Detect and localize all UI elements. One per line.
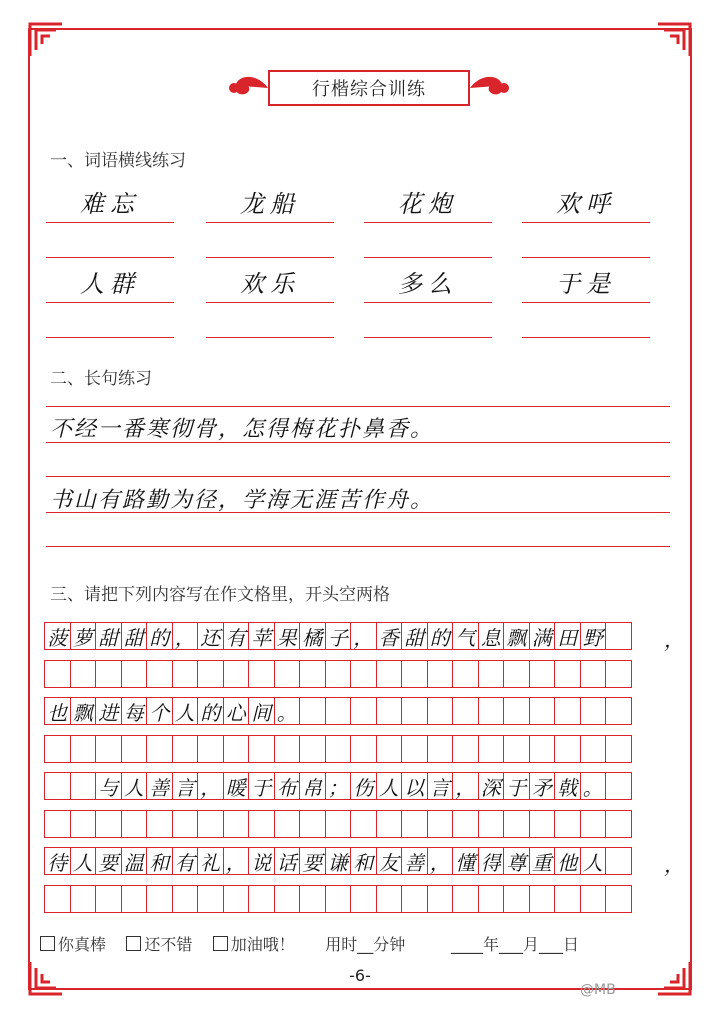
grid-cell[interactable]: [478, 697, 505, 725]
grid-cell[interactable]: [274, 810, 301, 838]
grid-cell[interactable]: 人: [70, 847, 97, 875]
grid-cell[interactable]: [427, 735, 454, 763]
grid-cell[interactable]: [121, 885, 148, 913]
grid-cell[interactable]: [325, 810, 352, 838]
ruled-line: [46, 546, 670, 547]
word-practice-cell: [206, 184, 334, 258]
grid-cell[interactable]: ，: [350, 622, 377, 650]
grid-cell[interactable]: [478, 810, 505, 838]
cloud-ornament-icon: [468, 72, 510, 104]
word-practice-cell: [522, 264, 650, 338]
grid-cell[interactable]: [223, 660, 250, 688]
word-practice-cell: [522, 184, 650, 258]
grid-row: [44, 810, 632, 838]
grid-cell[interactable]: [580, 735, 607, 763]
grid-cell[interactable]: ，: [172, 622, 199, 650]
grid-cell[interactable]: [95, 810, 122, 838]
grid-cell[interactable]: 以: [401, 772, 428, 800]
grid-cell[interactable]: [70, 735, 97, 763]
grid-cell[interactable]: [478, 735, 505, 763]
grid-cell[interactable]: [452, 885, 479, 913]
grid-cell[interactable]: [452, 660, 479, 688]
grid-cell[interactable]: [299, 697, 326, 725]
grid-cell[interactable]: [223, 735, 250, 763]
grid-cell[interactable]: [350, 697, 377, 725]
grid-cell[interactable]: [376, 660, 403, 688]
grid-cell[interactable]: 人: [580, 847, 607, 875]
grid-overflow-punct: ，: [664, 853, 684, 877]
word-practice-cell: [46, 184, 174, 258]
grid-cell[interactable]: [197, 660, 224, 688]
grid-cell[interactable]: 甜: [401, 622, 428, 650]
grid-cell[interactable]: [605, 622, 632, 650]
grid-cell[interactable]: [44, 660, 71, 688]
grid-cell[interactable]: 人: [172, 697, 199, 725]
word-text: 花炮: [364, 184, 492, 223]
grid-cell[interactable]: [478, 885, 505, 913]
grid-cell[interactable]: 香: [376, 622, 403, 650]
corner-ornament-icon: [656, 22, 692, 58]
grid-cell[interactable]: 戟: [554, 772, 581, 800]
grid-cell[interactable]: [350, 885, 377, 913]
grid-cell[interactable]: [172, 810, 199, 838]
grid-cell[interactable]: 帛: [299, 772, 326, 800]
grid-cell[interactable]: 尊: [503, 847, 530, 875]
grid-cell[interactable]: 言: [172, 772, 199, 800]
grid-cell[interactable]: [376, 885, 403, 913]
grid-cell[interactable]: 善: [401, 847, 428, 875]
word-practice-cell: [46, 264, 174, 338]
grid-cell[interactable]: [580, 660, 607, 688]
grid-cell[interactable]: [452, 810, 479, 838]
grid-cell[interactable]: 他: [554, 847, 581, 875]
grid-cell[interactable]: [580, 810, 607, 838]
grid-cell[interactable]: 的: [146, 622, 173, 650]
section1-heading: 一、词语横线练习: [50, 151, 186, 171]
grid-cell[interactable]: [401, 885, 428, 913]
grid-cell[interactable]: 有: [172, 847, 199, 875]
word-practice-cell: [364, 264, 492, 338]
grid-row: [44, 697, 632, 725]
grid-cell[interactable]: [299, 660, 326, 688]
grid-cell[interactable]: ，: [223, 847, 250, 875]
grid-cell[interactable]: 。: [580, 772, 607, 800]
grid-cell[interactable]: [503, 697, 530, 725]
grid-cell[interactable]: 。: [274, 697, 301, 725]
grid-cell[interactable]: [299, 885, 326, 913]
word-text: 欢呼: [522, 184, 650, 223]
checkbox-icon[interactable]: [40, 936, 55, 951]
grid-cell[interactable]: [580, 697, 607, 725]
grid-cell[interactable]: [95, 735, 122, 763]
grid-cell[interactable]: 温: [121, 847, 148, 875]
grid-cell[interactable]: [503, 810, 530, 838]
ruled-line: [46, 476, 670, 477]
word-text: 人群: [46, 264, 174, 303]
grid-cell[interactable]: [376, 697, 403, 725]
grid-cell[interactable]: 矛: [529, 772, 556, 800]
grid-cell[interactable]: 进: [95, 697, 122, 725]
grid-cell[interactable]: [172, 735, 199, 763]
grid-cell[interactable]: [427, 885, 454, 913]
grid-cell[interactable]: [605, 847, 632, 875]
grid-cell[interactable]: 田: [554, 622, 581, 650]
grid-cell[interactable]: [248, 885, 275, 913]
grid-cell[interactable]: 与: [95, 772, 122, 800]
grid-cell[interactable]: [44, 885, 71, 913]
grid-cell[interactable]: 息: [478, 622, 505, 650]
grid-cell[interactable]: [529, 697, 556, 725]
word-text: 欢乐: [206, 264, 334, 303]
grid-cell[interactable]: 懂: [452, 847, 479, 875]
grid-cell[interactable]: [605, 660, 632, 688]
page-title: 行楷综合训练: [312, 79, 426, 100]
grid-cell[interactable]: [478, 660, 505, 688]
grid-cell[interactable]: 要: [95, 847, 122, 875]
grid-cell[interactable]: 和: [350, 847, 377, 875]
sentence-1: 不经一番寒彻骨，怎得梅花扑鼻香。: [50, 417, 435, 442]
grid-cell[interactable]: [605, 735, 632, 763]
grid-cell[interactable]: [554, 697, 581, 725]
grid-row: [44, 772, 632, 800]
grid-cell[interactable]: [197, 810, 224, 838]
grid-overflow-punct: ，: [664, 628, 684, 652]
grid-cell[interactable]: [172, 885, 199, 913]
corner-ornament-icon: [28, 22, 64, 58]
grid-cell[interactable]: [274, 885, 301, 913]
grid-cell[interactable]: [248, 810, 275, 838]
grid-cell[interactable]: 得: [478, 847, 505, 875]
word-practice-cell: [206, 264, 334, 338]
checkbox-icon[interactable]: [126, 936, 141, 951]
word-text: 多么: [364, 264, 492, 303]
grid-cell[interactable]: [223, 885, 250, 913]
grid-cell[interactable]: [146, 885, 173, 913]
grid-cell[interactable]: 有: [223, 622, 250, 650]
grid-row: [44, 660, 632, 688]
grid-cell[interactable]: 说: [248, 847, 275, 875]
grid-row: [44, 847, 632, 875]
grid-cell[interactable]: 个: [146, 697, 173, 725]
grid-cell[interactable]: 暖: [223, 772, 250, 800]
grid-cell[interactable]: [274, 735, 301, 763]
grid-cell[interactable]: 也: [44, 697, 71, 725]
grid-cell[interactable]: [248, 660, 275, 688]
grid-cell[interactable]: [452, 697, 479, 725]
grid-cell[interactable]: 果: [274, 622, 301, 650]
grid-cell[interactable]: [121, 660, 148, 688]
grid-cell[interactable]: [427, 697, 454, 725]
word-text: 龙船: [206, 184, 334, 223]
grid-cell[interactable]: [197, 885, 224, 913]
grid-cell[interactable]: [70, 772, 97, 800]
grid-cell[interactable]: [95, 660, 122, 688]
grid-cell[interactable]: [605, 885, 632, 913]
grid-cell[interactable]: [44, 810, 71, 838]
rating-option-3[interactable]: 加油哦！: [213, 935, 295, 954]
grid-cell[interactable]: [605, 810, 632, 838]
grid-cell[interactable]: [554, 885, 581, 913]
grid-cell[interactable]: 重: [529, 847, 556, 875]
grid-cell[interactable]: [529, 810, 556, 838]
grid-cell[interactable]: 于: [248, 772, 275, 800]
grid-cell[interactable]: [503, 885, 530, 913]
grid-cell[interactable]: 间: [248, 697, 275, 725]
grid-cell[interactable]: 礼: [197, 847, 224, 875]
grid-cell[interactable]: [274, 660, 301, 688]
grid-cell[interactable]: [223, 810, 250, 838]
grid-cell[interactable]: [44, 735, 71, 763]
grid-cell[interactable]: [401, 697, 428, 725]
grid-cell[interactable]: [95, 885, 122, 913]
grid-cell[interactable]: 每: [121, 697, 148, 725]
grid-cell[interactable]: [44, 772, 71, 800]
grid-cell[interactable]: 友: [376, 847, 403, 875]
grid-cell[interactable]: 话: [274, 847, 301, 875]
grid-row: [44, 885, 632, 913]
grid-cell[interactable]: [350, 735, 377, 763]
grid-cell[interactable]: 伤: [350, 772, 377, 800]
grid-cell[interactable]: [146, 735, 173, 763]
grid-cell[interactable]: [325, 660, 352, 688]
grid-cell[interactable]: [529, 885, 556, 913]
cloud-ornament-icon: [228, 72, 270, 104]
grid-cell[interactable]: [554, 660, 581, 688]
grid-cell[interactable]: [529, 735, 556, 763]
grid-cell[interactable]: 人: [121, 772, 148, 800]
section3-heading: 三、请把下列内容写在作文格里，开头空两格: [50, 585, 390, 605]
grid-cell[interactable]: [452, 735, 479, 763]
grid-cell[interactable]: ；: [325, 772, 352, 800]
rating-option-1[interactable]: 你真棒: [40, 935, 106, 954]
time-used: 用时__分钟: [325, 935, 406, 954]
grid-cell[interactable]: 善: [146, 772, 173, 800]
page-number: -6-: [349, 966, 371, 985]
grid-cell[interactable]: 飘: [503, 622, 530, 650]
grid-cell[interactable]: 的: [197, 697, 224, 725]
grid-cell[interactable]: 要: [299, 847, 326, 875]
footer: [40, 932, 680, 955]
ruled-line: [46, 512, 670, 513]
grid-cell[interactable]: [325, 885, 352, 913]
grid-cell[interactable]: [605, 697, 632, 725]
grid-cell[interactable]: [70, 885, 97, 913]
grid-cell[interactable]: 子: [325, 622, 352, 650]
section2-heading: 二、长句练习: [50, 369, 152, 389]
grid-cell[interactable]: [401, 660, 428, 688]
word-practice-cell: [364, 184, 492, 258]
grid-cell[interactable]: 和: [146, 847, 173, 875]
sentence-2: 书山有路勤为径，学海无涯苦作舟。: [50, 488, 435, 513]
grid-cell[interactable]: 萝: [70, 622, 97, 650]
grid-cell[interactable]: [325, 697, 352, 725]
title-banner: [228, 66, 510, 110]
grid-cell[interactable]: 的: [427, 622, 454, 650]
grid-cell[interactable]: 橘: [299, 622, 326, 650]
grid-cell[interactable]: 布: [274, 772, 301, 800]
grid-cell[interactable]: [248, 735, 275, 763]
grid-cell[interactable]: 于: [503, 772, 530, 800]
grid-cell[interactable]: 气: [452, 622, 479, 650]
date-field: ____年___月___日: [451, 935, 580, 954]
grid-cell[interactable]: 深: [478, 772, 505, 800]
grid-cell[interactable]: [503, 735, 530, 763]
grid-cell[interactable]: [121, 810, 148, 838]
grid-row: [44, 622, 632, 650]
rating-option-2[interactable]: 还不错: [126, 935, 192, 954]
grid-cell[interactable]: [299, 735, 326, 763]
grid-cell[interactable]: 野: [580, 622, 607, 650]
grid-cell[interactable]: [350, 810, 377, 838]
grid-cell[interactable]: [70, 660, 97, 688]
grid-cell[interactable]: [401, 735, 428, 763]
grid-cell[interactable]: [146, 810, 173, 838]
checkbox-icon[interactable]: [213, 936, 228, 951]
grid-cell[interactable]: [325, 735, 352, 763]
grid-cell[interactable]: [299, 810, 326, 838]
grid-cell[interactable]: [172, 660, 199, 688]
grid-cell[interactable]: ，: [197, 772, 224, 800]
grid-cell[interactable]: [376, 735, 403, 763]
grid-cell[interactable]: [121, 735, 148, 763]
word-text: 难忘: [46, 184, 174, 223]
grid-cell[interactable]: [554, 810, 581, 838]
grid-cell[interactable]: 人: [376, 772, 403, 800]
grid-cell[interactable]: 甜: [121, 622, 148, 650]
watermark: @MB: [580, 982, 616, 998]
grid-row: [44, 735, 632, 763]
grid-cell[interactable]: [350, 660, 377, 688]
grid-cell[interactable]: [554, 735, 581, 763]
grid-cell[interactable]: 菠: [44, 622, 71, 650]
grid-cell[interactable]: [146, 660, 173, 688]
grid-cell[interactable]: 苹: [248, 622, 275, 650]
grid-cell[interactable]: [376, 810, 403, 838]
grid-cell[interactable]: ，: [427, 847, 454, 875]
grid-cell[interactable]: 谦: [325, 847, 352, 875]
ruled-line: [46, 442, 670, 443]
grid-cell[interactable]: 满: [529, 622, 556, 650]
grid-cell[interactable]: [580, 885, 607, 913]
grid-cell[interactable]: 言: [427, 772, 454, 800]
grid-cell[interactable]: 甜: [95, 622, 122, 650]
grid-cell[interactable]: [529, 660, 556, 688]
word-text: 于是: [522, 264, 650, 303]
grid-cell[interactable]: [503, 660, 530, 688]
grid-cell[interactable]: 待: [44, 847, 71, 875]
grid-cell[interactable]: [197, 735, 224, 763]
grid-cell[interactable]: [70, 810, 97, 838]
grid-cell[interactable]: [401, 810, 428, 838]
ruled-line: [46, 406, 670, 407]
grid-cell[interactable]: [427, 810, 454, 838]
grid-cell[interactable]: 心: [223, 697, 250, 725]
grid-cell[interactable]: ，: [452, 772, 479, 800]
grid-cell[interactable]: [427, 660, 454, 688]
grid-cell[interactable]: 飘: [70, 697, 97, 725]
grid-cell[interactable]: [605, 772, 632, 800]
grid-cell[interactable]: 还: [197, 622, 224, 650]
